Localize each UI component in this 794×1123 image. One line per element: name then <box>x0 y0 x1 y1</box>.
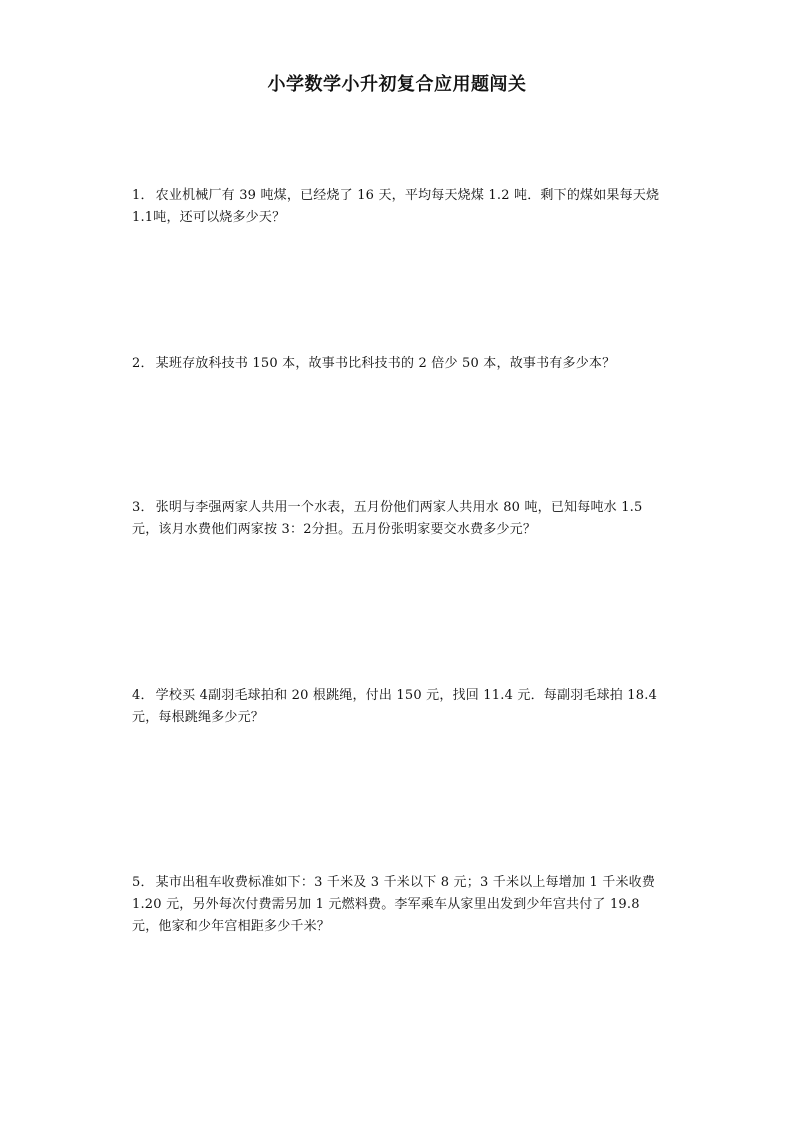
question-2-text: 某班存放科技书 150 本，故事书比科技书的 2 倍少 50 本，故事书有多少本？ <box>155 356 616 371</box>
question-5-number: 5． <box>132 875 154 890</box>
question-4-text: 学校买 4副羽毛球拍和 20 根跳绳，付出 150 元，找回 11.4 元．每副羽毛球拍 18.4 元，每根跳绳多少元？ <box>132 688 658 725</box>
question-3-text: 张明与李强两家人共用一个水表，五月份他们两家人共用水 80 吨，已知每吨水 1.5 元，该月水费他们两家按 3：2分担。五月份张明家要交水费多少元？ <box>132 500 643 537</box>
question-4 <box>132 685 664 729</box>
document-title: 小学数学小升初复合应用题闯关 <box>267 74 527 95</box>
question-1-number: 1． <box>132 188 154 203</box>
question-5 <box>132 872 664 938</box>
question-3 <box>132 497 664 541</box>
question-3-number: 3． <box>132 500 154 515</box>
question-1 <box>132 185 664 229</box>
question-5-text: 某市出租车收费标准如下：3 千米及 3 千米以下 8 元；3 千米以上每增加 1 千米收费 1.20 元，另外每次付费需另加 1 元燃料费。李军乘车从家里出发到少年宫共付了 19.8 元，他家和少年宫相距多少千米？ <box>132 875 656 934</box>
question-4-number: 4． <box>132 688 154 703</box>
question-1-text: 农业机械厂有 39 吨煤，已经烧了 16 天，平均每天烧煤 1.2 吨．剩下的煤如果每天烧 1.1吨，还可以烧多少天？ <box>132 188 660 225</box>
question-2 <box>132 353 664 375</box>
question-2-number: 2． <box>132 356 154 371</box>
